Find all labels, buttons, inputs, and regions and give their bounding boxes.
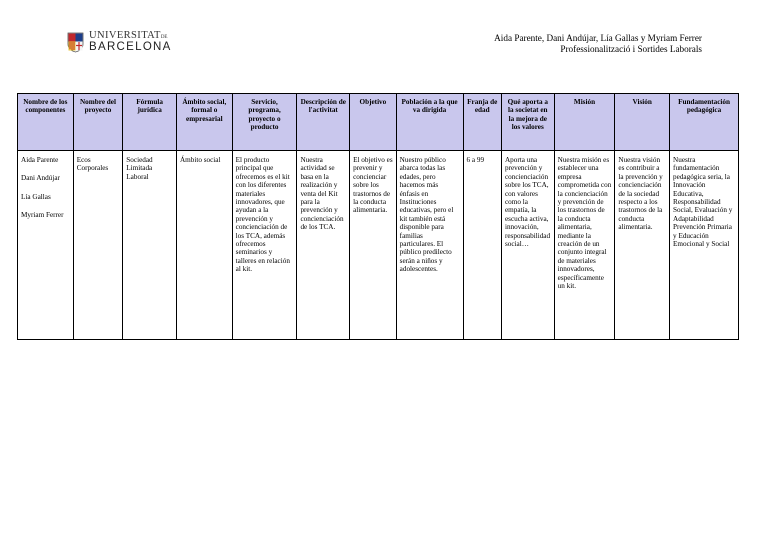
authors-line: Aida Parente, Dani Andújar, Lía Gallas y Myriam Ferrer	[494, 33, 702, 43]
logo-university-text	[89, 31, 172, 42]
table-cell: 6 a 99	[463, 151, 501, 340]
table-cell: El objetivo es prevenir y concienciar sobre los trastornos de la conducta alimentaria.	[350, 151, 397, 340]
column-header: Misión	[554, 94, 615, 151]
logo-city: BARCELONA	[89, 41, 172, 53]
table-cell: Sociedad Limitada Laboral	[123, 151, 177, 340]
column-header: Fórmula jurídica	[123, 94, 177, 151]
project-table	[17, 93, 739, 340]
column-header: Nombre de los componentes	[18, 94, 74, 151]
table-header-row	[18, 94, 739, 151]
logo-name: UNIVERSITAT	[89, 29, 161, 41]
component-name: Aida Parente	[21, 156, 59, 164]
table-cell: Aporta una prevención y concienciación sobre los TCA, con valores como la empatía, la escucha activa, innovación, responsabilidad social…	[501, 151, 554, 340]
column-header: Población a la que va dirigida	[396, 94, 463, 151]
university-logo	[67, 30, 172, 54]
column-header: Ámbito social, formal o empresarial	[176, 94, 232, 151]
table-cell: Ámbito social	[176, 151, 232, 340]
logo-suffix: DE	[160, 34, 168, 40]
column-header: Fundamentación pedagógica	[670, 94, 739, 151]
column-header: Qué aporta a la societat en la mejora de los valores	[501, 94, 554, 151]
university-shield-icon	[67, 32, 84, 53]
table-cell: Ecos Corporales	[73, 151, 123, 340]
table-cell: Nuestra misión es establecer una empresa comprometida con la concienciación y prevención de los trastornos de la conducta alimentaria, mediante la creación de un conjunto integral de materiales innovadores, específicamente un kit.	[554, 151, 615, 340]
component-name: Myriam Ferrer	[21, 211, 64, 220]
component-name: Lía Gallas	[21, 192, 51, 201]
column-header: Objetivo	[350, 94, 397, 151]
column-header: Nombre del proyecto	[73, 94, 123, 151]
table-row	[18, 151, 739, 340]
column-header: Servicio, programa, proyecto o producto	[232, 94, 297, 151]
subject-line: Professionalització i Sortides Laborals	[560, 44, 702, 54]
component-name: Dani Andújar	[21, 174, 60, 183]
column-header: Visión	[615, 94, 670, 151]
column-header: Descripción de l'activitat	[297, 94, 350, 151]
document-header	[494, 33, 702, 55]
table-cell: Nuestro público abarca todas las edades, pero hacemos más énfasis en Instituciones educativas, pero el kit también está disponible para familias particulares. El público predilecto serán a niños y adolescentes.	[396, 151, 463, 340]
table-cell: Nuestra actividad se basa en la realización y venta del Kit para la prevención y concienciación de los TCA.	[297, 151, 350, 340]
table-cell: Nuestra visión es contribuir a la prevención y concienciación de la sociedad respecto a los trastornos de la conducta alimentaria.	[615, 151, 670, 340]
column-header: Franja de edad	[463, 94, 501, 151]
components-cell	[18, 151, 74, 340]
table-cell: El producto principal que ofrecemos es el kit con los diferentes materiales innovadores, que ayudan a la prevención y concienciación de los TCA, además ofrecemos seminarios y talleres en relación al kit.	[232, 151, 297, 340]
table-cell: Nuestra fundamentación pedagógica seria, la Innovación Educativa, Responsabilidad Social, Evaluación y Adaptabilidad Prevención Primaria y Educación Emocional y Social	[670, 151, 739, 340]
